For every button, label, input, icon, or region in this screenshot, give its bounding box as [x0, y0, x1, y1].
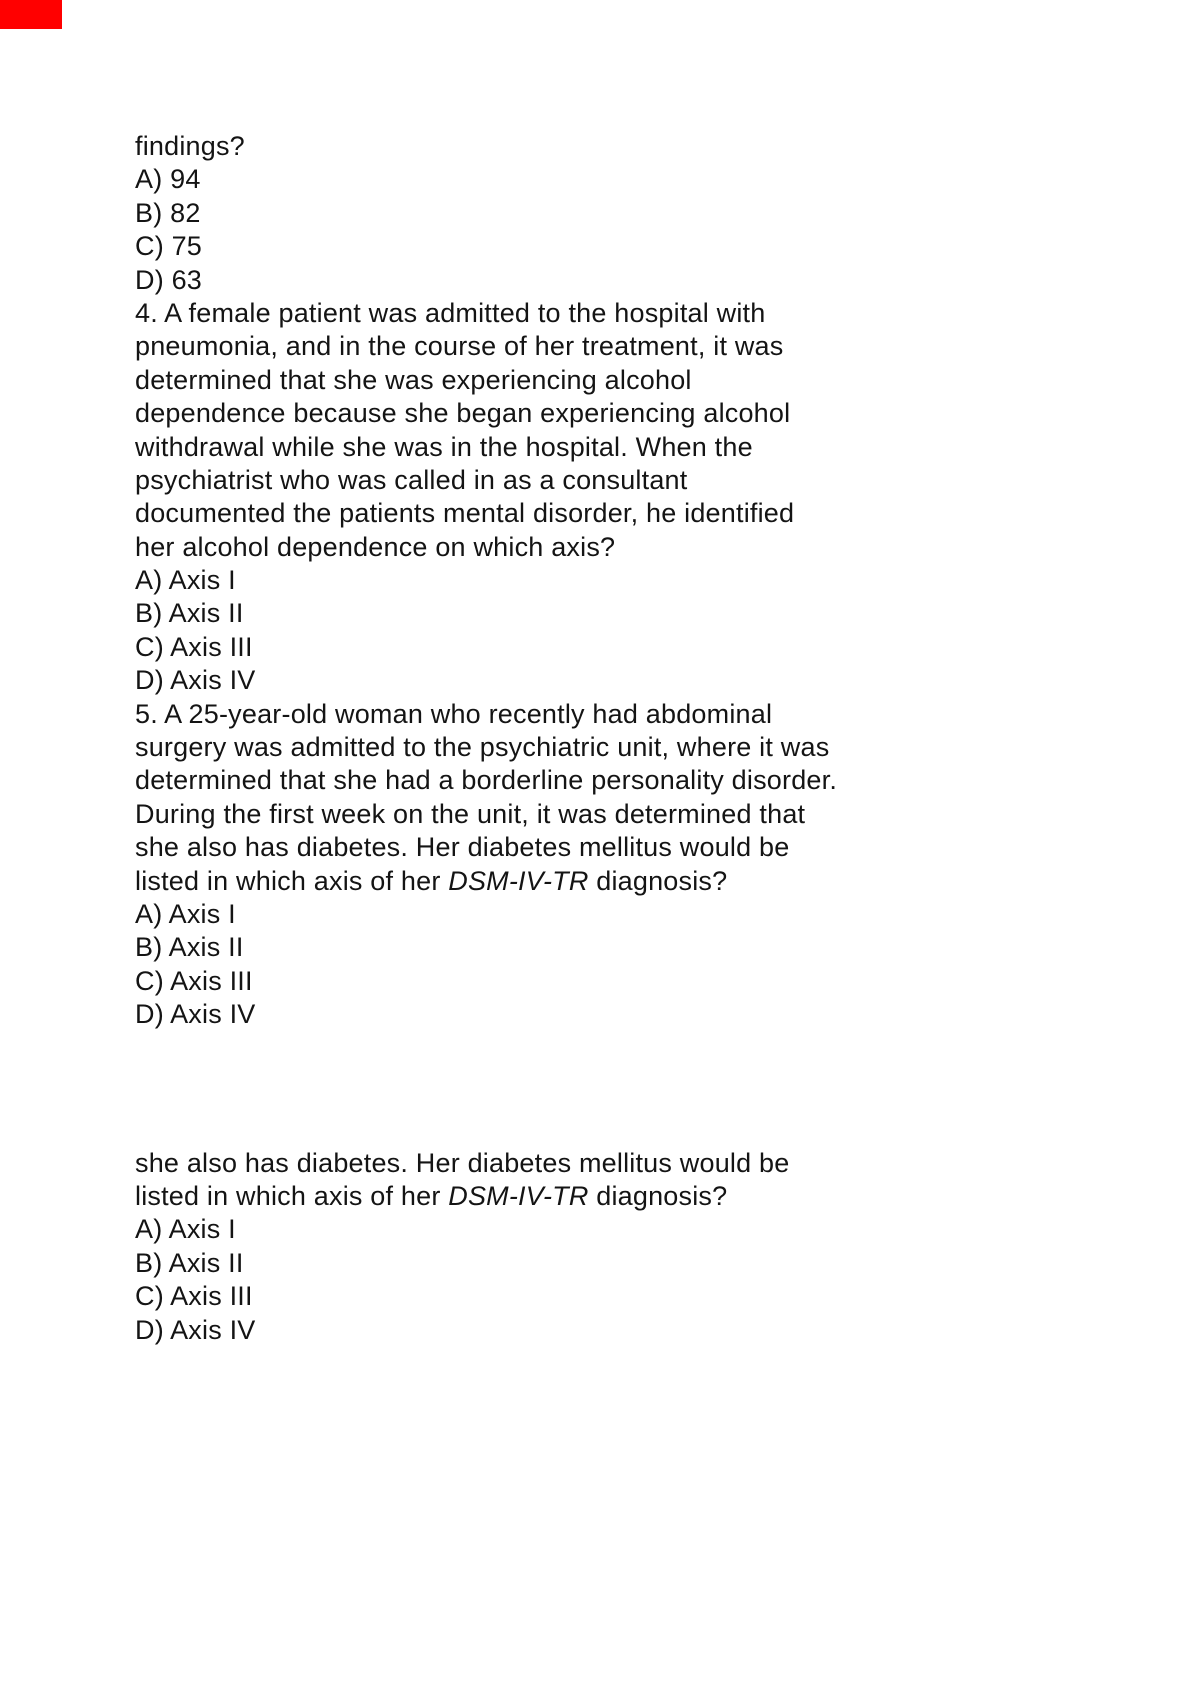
text-segment: 5. A 25-year-old woman who recently had abdominal	[135, 698, 773, 729]
text-segment: A) Axis I	[135, 1214, 236, 1245]
text-segment: B) Axis II	[135, 598, 244, 629]
text-segment: determined that she was experiencing alcohol	[135, 364, 692, 395]
answer-option	[135, 597, 1075, 630]
answer-option	[135, 1213, 1075, 1246]
red-corner-marker	[0, 0, 62, 29]
question-5-repeat	[135, 1147, 1075, 1347]
italic-text: DSM-IV-TR	[448, 865, 589, 896]
text-line	[135, 1180, 1075, 1213]
answer-option	[135, 931, 1075, 964]
text-segment: D) Axis IV	[135, 665, 256, 696]
text-segment: B) Axis II	[135, 932, 244, 963]
text-segment: C) Axis III	[135, 1281, 253, 1312]
text-segment: D) 63	[135, 264, 203, 295]
text-segment: determined that she had a borderline personality disorder.	[135, 765, 838, 796]
text-segment: listed in which axis of her	[135, 865, 449, 896]
answer-option	[135, 965, 1075, 998]
answer-option	[135, 631, 1075, 664]
text-segment: D) Axis IV	[135, 999, 256, 1030]
text-segment: she also has diabetes. Her diabetes mellitus would be	[135, 1147, 790, 1178]
text-line	[135, 698, 1075, 731]
text-segment: she also has diabetes. Her diabetes mellitus would be	[135, 832, 790, 863]
text-line	[135, 731, 1075, 764]
text-segment: C) 75	[135, 231, 203, 262]
text-line	[135, 1147, 1075, 1180]
text-segment: C) Axis III	[135, 965, 253, 996]
text-line	[135, 865, 1075, 898]
text-segment: A) 94	[135, 164, 201, 195]
text-segment: B) 82	[135, 197, 201, 228]
text-segment: pneumonia, and in the course of her treatment, it was	[135, 331, 784, 362]
text-segment: D) Axis IV	[135, 1314, 256, 1345]
text-segment: A) Axis I	[135, 565, 236, 596]
answer-option	[135, 1280, 1075, 1313]
text-line	[135, 464, 1075, 497]
text-segment: diagnosis?	[588, 865, 728, 896]
text-segment: surgery was admitted to the psychiatric unit, where it was	[135, 732, 830, 763]
text-segment: dependence because she began experiencing alcohol	[135, 398, 791, 429]
question-3-fragment	[135, 130, 1075, 297]
text-segment: psychiatrist who was called in as a consultant	[135, 464, 688, 495]
text-segment: listed in which axis of her	[135, 1180, 449, 1211]
text-line	[135, 497, 1075, 530]
italic-text: DSM-IV-TR	[448, 1180, 589, 1211]
answer-option	[135, 163, 1075, 196]
text-line	[135, 297, 1075, 330]
text-line	[135, 397, 1075, 430]
text-segment: findings?	[135, 131, 245, 161]
text-segment: documented the patients mental disorder, he identified	[135, 498, 795, 529]
answer-option	[135, 230, 1075, 263]
text-line	[135, 330, 1075, 363]
answer-option	[135, 264, 1075, 297]
text-line	[135, 364, 1075, 397]
answer-option	[135, 197, 1075, 230]
text-segment: 4. A female patient was admitted to the hospital with	[135, 297, 766, 328]
text-segment: During the first week on the unit, it was determined that	[135, 798, 806, 829]
question-5	[135, 698, 1075, 1032]
text-segment: her alcohol dependence on which axis?	[135, 531, 616, 562]
answer-option	[135, 1247, 1075, 1280]
answer-option	[135, 664, 1075, 697]
answer-option	[135, 998, 1075, 1031]
text-line	[135, 798, 1075, 831]
question-4	[135, 297, 1075, 698]
text-segment: diagnosis?	[588, 1180, 728, 1211]
text-segment: A) Axis I	[135, 898, 236, 929]
text-line	[135, 831, 1075, 864]
text-segment: withdrawal while she was in the hospital. When the	[135, 431, 753, 462]
text-line	[135, 531, 1075, 564]
answer-option	[135, 564, 1075, 597]
text-line	[135, 130, 1075, 163]
answer-option	[135, 898, 1075, 931]
answer-option	[135, 1314, 1075, 1347]
text-line	[135, 431, 1075, 464]
text-line	[135, 764, 1075, 797]
text-segment: B) Axis II	[135, 1247, 244, 1278]
document-text	[135, 130, 1075, 1347]
text-segment: C) Axis III	[135, 631, 253, 662]
